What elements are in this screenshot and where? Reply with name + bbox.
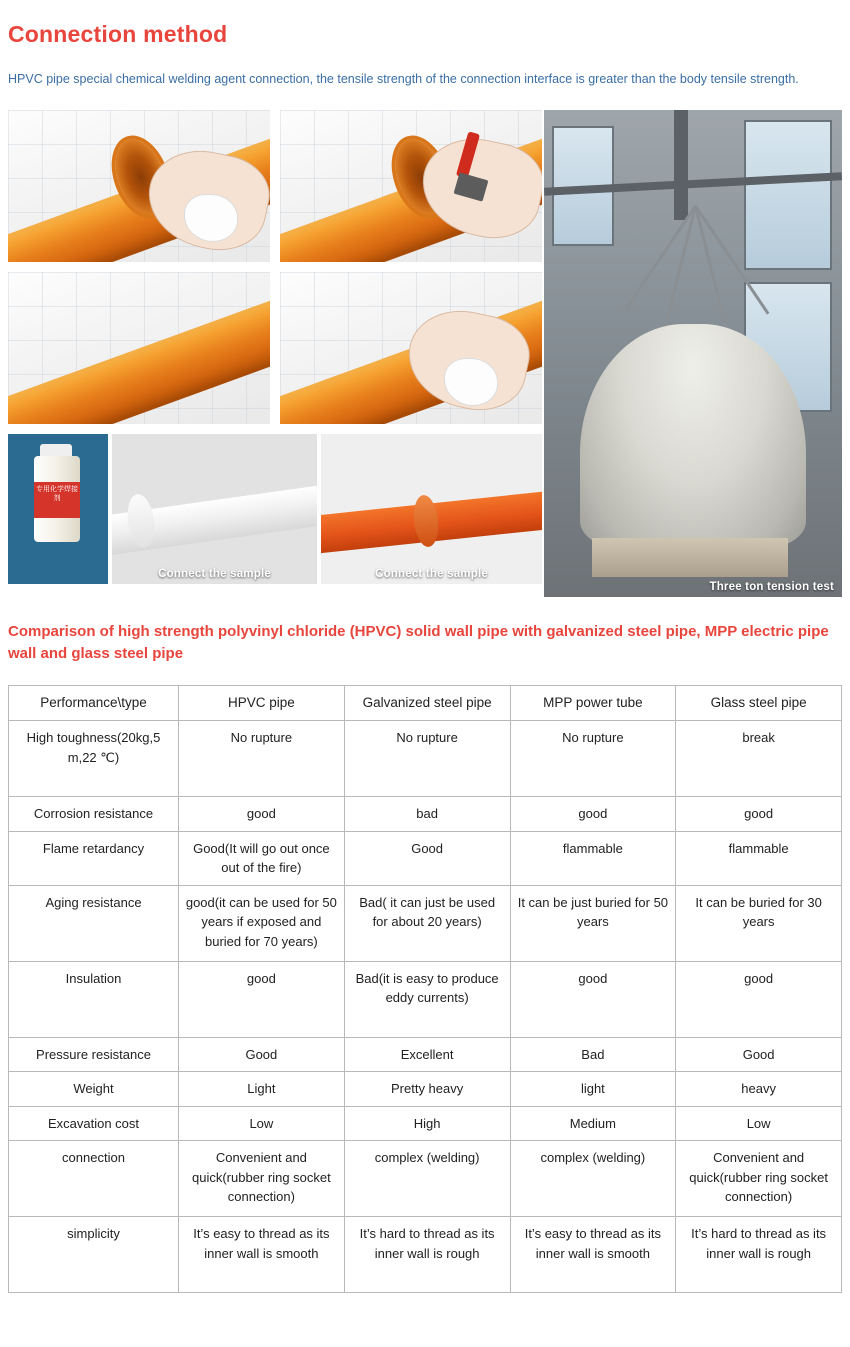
photo-apply-agent bbox=[280, 110, 542, 262]
page-title: Connection method bbox=[8, 21, 228, 48]
cell-mpp: flammable bbox=[510, 831, 676, 885]
cell-mpp: complex (welding) bbox=[510, 1141, 676, 1217]
cell-glass: heavy bbox=[676, 1072, 842, 1107]
column-header-glass: Glass steel pipe bbox=[676, 686, 842, 721]
cell-glass: Good bbox=[676, 1037, 842, 1072]
photo-pipe-plain bbox=[8, 272, 270, 424]
photo-insert-pipe bbox=[280, 272, 542, 424]
cell-mpp: good bbox=[510, 961, 676, 1037]
cell-galvanized: Bad( it can just be used for about 20 years) bbox=[344, 885, 510, 961]
cell-galvanized: It’s hard to thread as its inner wall is rough bbox=[344, 1217, 510, 1293]
cell-glass: Low bbox=[676, 1106, 842, 1141]
support-column bbox=[674, 110, 688, 220]
photo-tension-test bbox=[544, 110, 842, 597]
pallet bbox=[592, 538, 789, 577]
cell-galvanized: bad bbox=[344, 797, 510, 832]
table-row bbox=[9, 797, 842, 832]
cell-mpp: No rupture bbox=[510, 721, 676, 797]
cell-hpvc: Light bbox=[179, 1072, 345, 1107]
column-header-mpp: MPP power tube bbox=[510, 686, 676, 721]
cell-galvanized: No rupture bbox=[344, 721, 510, 797]
cell-hpvc: Good bbox=[179, 1037, 345, 1072]
cell-glass: break bbox=[676, 721, 842, 797]
cleaning-rag bbox=[184, 194, 238, 242]
cell-performance: Aging resistance bbox=[9, 885, 179, 961]
bottle-label: 专用化学焊接剂 bbox=[34, 482, 80, 518]
comparison-title: Comparison of high strength polyvinyl chloride (HPVC) solid wall pipe with galvanized steel pipe, MPP electric pipe wall and glass steel pipe bbox=[8, 623, 829, 662]
tension-test-load-bag bbox=[580, 324, 806, 548]
column-header-hpvc: HPVC pipe bbox=[179, 686, 345, 721]
cell-glass: flammable bbox=[676, 831, 842, 885]
cell-galvanized: High bbox=[344, 1106, 510, 1141]
caption-connect-sample-1: Connect the sample bbox=[158, 567, 271, 580]
image-gallery bbox=[8, 110, 842, 597]
cell-performance: connection bbox=[9, 1141, 179, 1217]
table-row bbox=[9, 1037, 842, 1072]
cell-hpvc: good(it can be used for 50 years if exposed and buried for 70 years) bbox=[179, 885, 345, 961]
cell-hpvc: good bbox=[179, 797, 345, 832]
cell-glass: Convenient and quick(rubber ring socket connection) bbox=[676, 1141, 842, 1217]
cell-galvanized: complex (welding) bbox=[344, 1141, 510, 1217]
table-row bbox=[9, 831, 842, 885]
cell-mpp: It can be just buried for 50 years bbox=[510, 885, 676, 961]
cell-hpvc: It’s easy to thread as its inner wall is smooth bbox=[179, 1217, 345, 1293]
cell-performance: Flame retardancy bbox=[9, 831, 179, 885]
table-row bbox=[9, 1217, 842, 1293]
cell-glass: It can be buried for 30 years bbox=[676, 885, 842, 961]
cell-performance: Insulation bbox=[9, 961, 179, 1037]
cell-glass: good bbox=[676, 961, 842, 1037]
cell-performance: Pressure resistance bbox=[9, 1037, 179, 1072]
cell-galvanized: Bad(it is easy to produce eddy currents) bbox=[344, 961, 510, 1037]
cell-performance: Excavation cost bbox=[9, 1106, 179, 1141]
cell-mpp: Bad bbox=[510, 1037, 676, 1072]
cell-performance: Corrosion resistance bbox=[9, 797, 179, 832]
photo-wipe-socket bbox=[8, 110, 270, 262]
column-header-galvanized: Galvanized steel pipe bbox=[344, 686, 510, 721]
cell-galvanized: Excellent bbox=[344, 1037, 510, 1072]
table-header-row bbox=[9, 686, 842, 721]
table-row bbox=[9, 721, 842, 797]
cleaning-rag bbox=[444, 358, 498, 406]
cell-performance: High toughness(20kg,5 m,22 ℃) bbox=[9, 721, 179, 797]
table-row bbox=[9, 1072, 842, 1107]
cell-galvanized: Good bbox=[344, 831, 510, 885]
cell-performance: Weight bbox=[9, 1072, 179, 1107]
cell-performance: simplicity bbox=[9, 1217, 179, 1293]
photo-connect-sample-orange bbox=[321, 434, 542, 584]
photo-welding-agent-bottle bbox=[8, 434, 108, 584]
cell-hpvc: Convenient and quick(rubber ring socket connection) bbox=[179, 1141, 345, 1217]
cell-mpp: It’s easy to thread as its inner wall is smooth bbox=[510, 1217, 676, 1293]
intro-paragraph: HPVC pipe special chemical welding agent connection, the tensile strength of the connection interface is greater than the body tensile strength. bbox=[8, 71, 799, 86]
cell-galvanized: Pretty heavy bbox=[344, 1072, 510, 1107]
cell-hpvc: good bbox=[179, 961, 345, 1037]
cell-hpvc: Low bbox=[179, 1106, 345, 1141]
comparison-table bbox=[8, 685, 842, 1293]
cell-mpp: Medium bbox=[510, 1106, 676, 1141]
caption-tension-test: Three ton tension test bbox=[709, 580, 834, 593]
photo-connect-sample-white bbox=[112, 434, 317, 584]
table-row bbox=[9, 1141, 842, 1217]
cell-glass: It’s hard to thread as its inner wall is rough bbox=[676, 1217, 842, 1293]
cell-hpvc: No rupture bbox=[179, 721, 345, 797]
window-pane bbox=[744, 120, 832, 270]
table-row bbox=[9, 885, 842, 961]
caption-connect-sample-2: Connect the sample bbox=[375, 567, 488, 580]
cell-hpvc: Good(It will go out once out of the fire) bbox=[179, 831, 345, 885]
cell-mpp: good bbox=[510, 797, 676, 832]
table-row bbox=[9, 961, 842, 1037]
table-row bbox=[9, 1106, 842, 1141]
cell-glass: good bbox=[676, 797, 842, 832]
document-page bbox=[0, 15, 850, 1347]
cell-mpp: light bbox=[510, 1072, 676, 1107]
column-header-performance: Performance\type bbox=[9, 686, 179, 721]
